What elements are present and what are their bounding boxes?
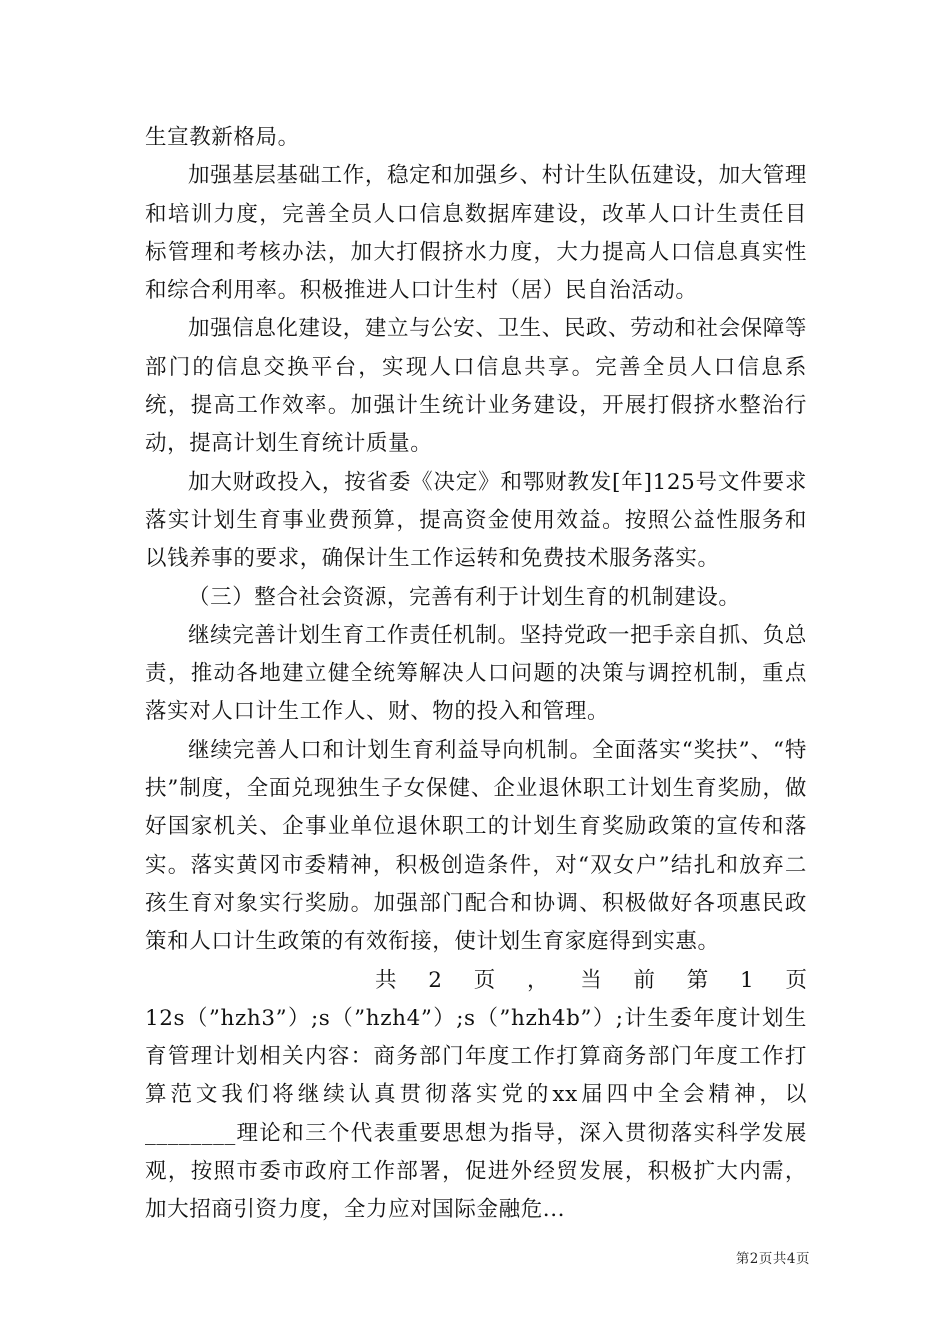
paragraph-continuation: 生宣教新格局。 bbox=[145, 125, 300, 150]
pager-char: 第 bbox=[686, 967, 709, 993]
pager-char: 1 bbox=[740, 967, 754, 993]
pager-char: ， bbox=[526, 967, 549, 993]
document-body bbox=[145, 119, 807, 1230]
page-count-line bbox=[145, 962, 807, 1000]
pager-char: 当 bbox=[580, 967, 602, 993]
section-heading-three: （三）整合社会资源，完善有利于计划生育的机制建设。 bbox=[188, 584, 741, 610]
pager-char: 页 bbox=[785, 967, 807, 993]
pager-char: 前 bbox=[633, 967, 656, 993]
paragraph-informatization: 加强信息化建设，建立与公安、卫生、民政、劳动和社会保障等部门的信息交换平台，实现人口信息共享。完善全员人口信息系统，提高工作效率。加强计生统计业务建设，开展打假挤水整治行动，提高计划生育统计质量。 bbox=[145, 316, 807, 457]
pager-char: 2 bbox=[428, 967, 442, 993]
paragraph-grassroots-work: 加强基层基础工作，稳定和加强乡、村计生队伍建设，加大管理和培训力度，完善全员人口信息数据库建设，改革人口计生责任目标管理和考核办法，加大打假挤水力度，大力提高人口信息真实性和综合利用率。积极推进人口计生村（居）民自治活动。 bbox=[145, 163, 807, 304]
pager-char: 共 bbox=[375, 967, 397, 993]
paragraph-related-content: 12s（”hzh3”）;s（”hzh4”）;s（”hzh4b”）;计生委年度计划生育管理计划相关内容：商务部门年度工作打算商务部门年度工作打算范文我们将继续认真贯彻落实党的xx届四中全会精神，以________理论和三个代表重要思想为指导，深入贯彻落实科学发展观，按照市委市政府工作部署，促进外经贸发展，积极扩大内需，加大招商引资力度，全力应对国际金融危... bbox=[145, 1005, 807, 1223]
page-footer: 第2页共4页 bbox=[735, 1251, 810, 1267]
pager-char: 页 bbox=[473, 967, 496, 993]
paragraph-incentive-mechanism: 继续完善人口和计划生育利益导向机制。全面落实“奖扶”、“特扶”制度，全面兑现独生子女保健、企业退休职工计划生育奖励，做好国家机关、企事业单位退休职工的计划生育奖励政策的宣传和落实。落实黄冈市委精神，积极创造条件，对“双女户”结扎和放弃二孩生育对象实行奖励。加强部门配合和协调、积极做好各项惠民政策和人口计生政策的有效衔接，使计划生育家庭得到实惠。 bbox=[145, 737, 807, 955]
paragraph-responsibility-mechanism: 继续完善计划生育工作责任机制。坚持党政一把手亲自抓、负总责，推动各地建立健全统筹解决人口问题的决策与调控机制，重点落实对人口计生工作人、财、物的投入和管理。 bbox=[145, 622, 807, 725]
paragraph-financial-input: 加大财政投入，按省委《决定》和鄂财教发[年]125号文件要求落实计划生育事业费预算，提高资金使用效益。按照公益性服务和以钱养事的要求，确保计生工作运转和免费技术服务落实。 bbox=[145, 469, 807, 572]
